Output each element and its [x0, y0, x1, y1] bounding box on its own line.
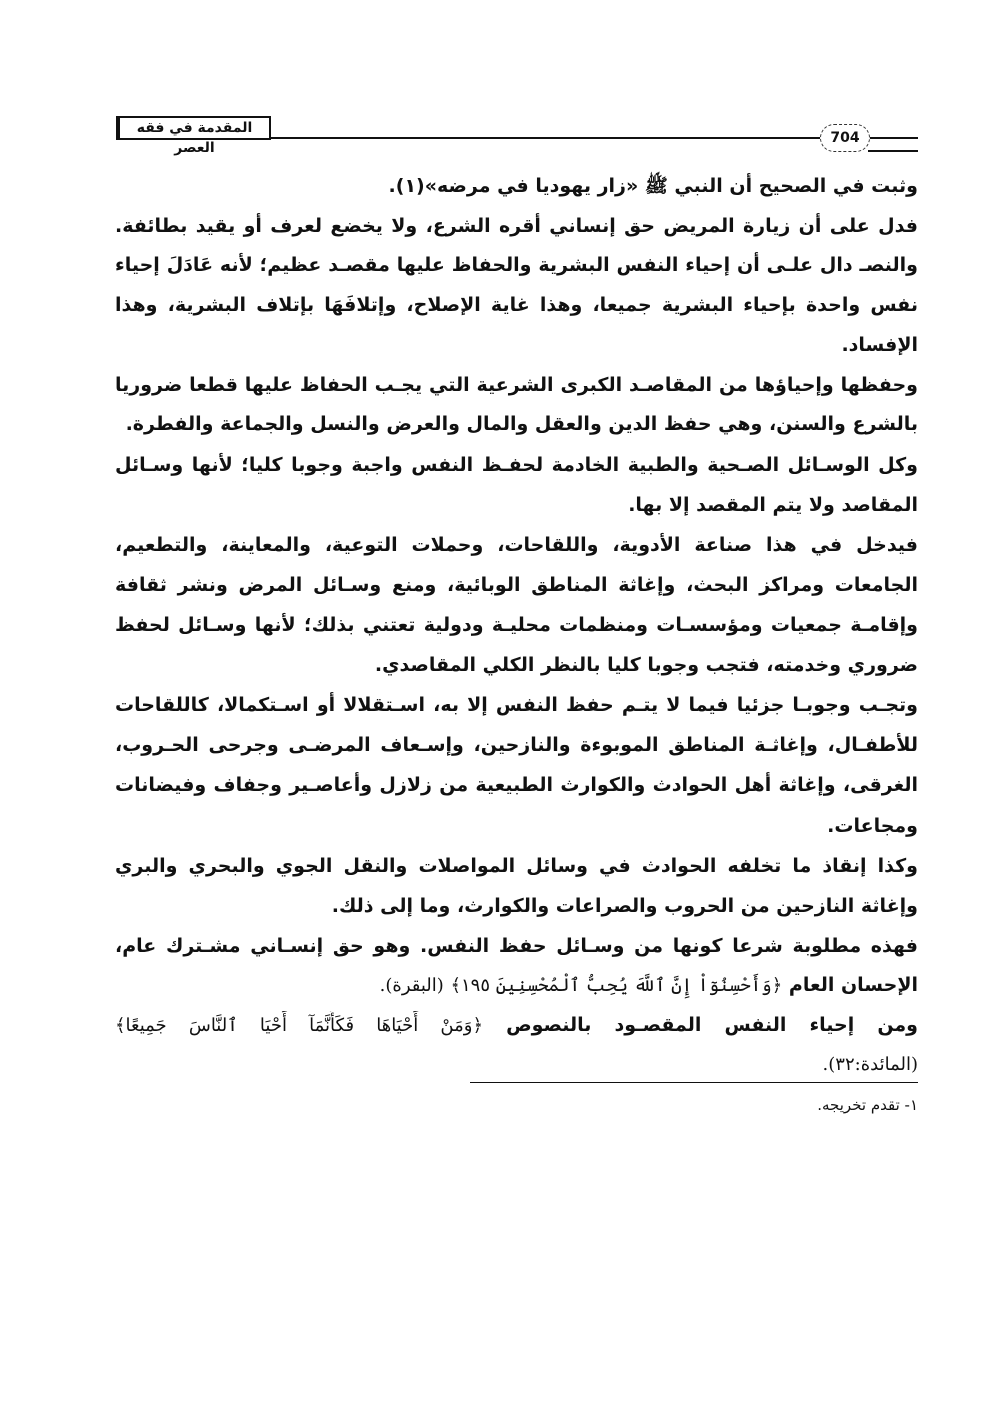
text-line: فدل على أن زيارة المريض حق إنساني أقره الشرع، ولا يخضع لعرف أو يقيد بطائفة. [115, 215, 918, 237]
text-line: وتجـب وجوبـا جزئيا فيما لا يتـم حفظ النفس إلا به، اسـتقلالا أو اسـتكمالا، كاللقاحات [115, 694, 918, 716]
text-line: والنصـ دال علـى أن إحياء النفس البشرية والحفاظ عليها مقصـد عظيم؛ لأنه عَادَلَ إحياء [115, 254, 918, 276]
verse-prefix: الإحسان العام [788, 974, 918, 996]
verse-line-1 [115, 971, 918, 1000]
text-line: وحفظها وإحياؤها من المقاصـد الكبرى الشرعية التي يجـب الحفاظ عليها قطعا ضروريا [115, 374, 918, 396]
book-title: المقدمة في فقه العصر [136, 120, 253, 156]
text-line: وإغاثة النازحين من الحروب والصراعات والكوارث، وما إلى ذلك. [331, 895, 918, 917]
text-line: وثبت في الصحيح أن النبي ﷺ «زار يهوديا في مرضه»(١). [388, 175, 918, 197]
verse-source: (البقرة). [379, 975, 444, 996]
text-line: وكذا إنقاذ ما تخلفه الحوادث في وسائل المواصلات والنقل الجوي والبحري والبري [115, 855, 918, 877]
text-line: ضروري وخدمته، فتجب وجوبا كليا بالنظر الكلي المقاصدي. [374, 654, 918, 676]
text-line: نفس واحدة بإحياء البشرية جميعا، وهذا غاية الإصلاح، وإتلافَهَا بإتلاف البشرية، وهذا [115, 294, 918, 316]
verse-source: (المائدة:٣٢). [822, 1054, 918, 1075]
verse-line-2 [115, 1011, 918, 1039]
text-line: بالشرع والسنن، وهي حفظ الدين والعقل والمال والعرض والنسل والجماعة والفطرة. [125, 413, 918, 435]
footnote: ١- تقدم تخريجه. [817, 1096, 918, 1114]
text-line: الإفساد. [841, 334, 918, 356]
text-line: فيدخل في هذا صناعة الأدوية، واللقاحات، وحملات التوعية، والمعاينة، والتطعيم، [115, 534, 918, 556]
verse-prefix: ومن إحياء النفس المقصـود بالنصوص [506, 1014, 918, 1036]
footnote-rule [470, 1082, 918, 1083]
text-line: الجامعات ومراكز البحث، وإغاثة المناطق الوبائية، ومنع وسـائل المرض ونشر ثقافة [115, 574, 918, 596]
quran-verse: ﴿وَأَحْسِنُوٓاْ إِنَّ ٱللَّهَ يُحِبُّ ٱلْمُحْسِنِينَ ١٩٥﴾ [450, 975, 783, 996]
text-line: وكل الوسـائل الصـحية والطبية الخادمة لحفـظ النفس واجبة وجوبا كليا؛ لأنها وسـائل [115, 454, 918, 476]
text-line: ومجاعات. [827, 815, 918, 837]
book-title-box [116, 116, 271, 156]
page-number: 704 [820, 124, 870, 152]
text-line: وإقامـة جمعيات ومؤسسـات ومنظمات محليـة ودولية تعتني بذلك؛ لأنها وسـائل لحفظ [115, 614, 918, 636]
page-number-rule [868, 150, 918, 152]
text-line: الغرقى، وإغاثة أهل الحوادث والكوارث الطبيعية من زلازل وأعاصـير وجفاف وفيضانات [115, 774, 918, 796]
text-line: للأطفـال، وإغاثـة المناطق الموبوءة والنازحين، وإسـعاف المرضـى وجرحى الحـروب، [115, 734, 918, 756]
text-line: فهذه مطلوبة شرعا كونها من وسـائل حفظ النفس. وهو حق إنسـاني مشـترك عام، [115, 935, 918, 957]
text-line: المقاصد ولا يتم المقصد إلا بها. [628, 494, 918, 516]
quran-verse: ﴿وَمَنْ أَحْيَاهَا فَكَأَنَّمَآ أَحْيَا ٱلنَّاسَ جَمِيعًا﴾ [115, 1015, 483, 1036]
